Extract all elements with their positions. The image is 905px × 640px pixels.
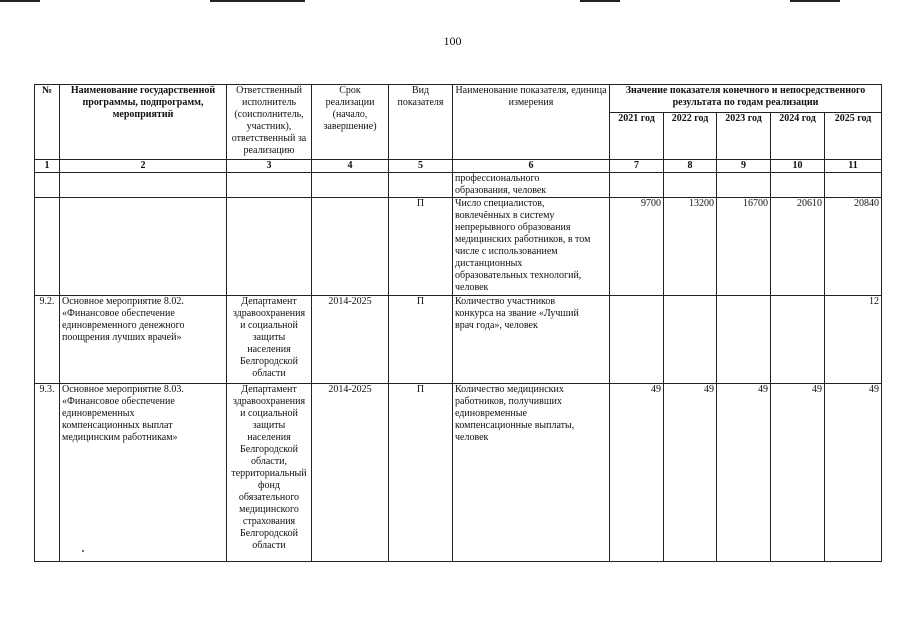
value-cell: 13200 <box>664 198 717 296</box>
column-number: 2 <box>60 160 227 173</box>
value-cell: 49 <box>825 384 882 562</box>
column-number: 8 <box>664 160 717 173</box>
header-period: Срок реализации (начало, завершение) <box>312 85 389 160</box>
row-number <box>35 173 60 198</box>
value-cell: 20840 <box>825 198 882 296</box>
scan-edge-line <box>790 0 840 2</box>
table-row <box>35 384 882 562</box>
header-year: 2021 год <box>610 113 664 160</box>
indicator-type-cell: П <box>389 384 453 562</box>
value-cell: 49 <box>717 384 771 562</box>
column-number: 3 <box>227 160 312 173</box>
header-executor: Ответственный исполнитель (соисполнитель, участник), ответственный за реализацию <box>227 85 312 160</box>
executor-cell <box>227 198 312 296</box>
header-no: № <box>35 85 60 160</box>
period-cell <box>312 173 389 198</box>
scan-edge-line <box>210 0 305 2</box>
row-number: 9.3. <box>35 384 60 562</box>
value-cell <box>717 173 771 198</box>
column-number: 10 <box>771 160 825 173</box>
header-year: 2024 год <box>771 113 825 160</box>
executor-cell <box>227 173 312 198</box>
period-cell <box>312 198 389 296</box>
scan-speck <box>82 550 84 552</box>
program-cell <box>60 173 227 198</box>
program-cell <box>60 198 227 296</box>
row-number: 9.2. <box>35 296 60 384</box>
period-cell: 2014-2025 <box>312 296 389 384</box>
program-cell: Основное мероприятие 8.03. «Финансовое обеспечение единовременных компенсационных выплат медицинским работникам» <box>60 384 227 562</box>
scan-edge-line <box>580 0 620 2</box>
header-year: 2022 год <box>664 113 717 160</box>
period-cell: 2014-2025 <box>312 384 389 562</box>
indicator-name-cell: Число специалистов, вовлечённых в систему непрерывного образования медицинских работников, в том числе с использованием дистанционных образовательных технологий, человек <box>453 198 610 296</box>
column-number: 6 <box>453 160 610 173</box>
column-number: 9 <box>717 160 771 173</box>
value-cell <box>771 296 825 384</box>
column-number: 7 <box>610 160 664 173</box>
table-row <box>35 296 882 384</box>
header-program: Наименование государственной программы, подпрограмм, мероприятий <box>60 85 227 160</box>
header-indicator-type: Вид показателя <box>389 85 453 160</box>
column-number: 5 <box>389 160 453 173</box>
executor-cell: Департамент здравоохранения и социальной защиты населения Белгородской области <box>227 296 312 384</box>
indicator-type-cell: П <box>389 198 453 296</box>
column-number: 4 <box>312 160 389 173</box>
table-row <box>35 173 882 198</box>
scan-edge-line <box>0 0 40 2</box>
indicators-table <box>34 84 882 562</box>
header-values-group: Значение показателя конечного и непосредственного результата по годам реализации <box>610 85 882 113</box>
value-cell <box>610 173 664 198</box>
value-cell <box>717 296 771 384</box>
indicator-name-cell: Количество участников конкурса на звание «Лучший врач года», человек <box>453 296 610 384</box>
executor-cell: Департамент здравоохранения и социальной защиты населения Белгородской области, территориальный фонд обязательного медицинского страхования Белгородской области <box>227 384 312 562</box>
column-number: 11 <box>825 160 882 173</box>
program-cell: Основное мероприятие 8.02. «Финансовое обеспечение единовременного денежного поощрения лучших врачей» <box>60 296 227 384</box>
value-cell: 49 <box>610 384 664 562</box>
value-cell: 49 <box>664 384 717 562</box>
header-indicator-name: Наименование показателя, единица измерения <box>453 85 610 160</box>
value-cell: 20610 <box>771 198 825 296</box>
value-cell <box>664 173 717 198</box>
header-year: 2025 год <box>825 113 882 160</box>
table-row <box>35 198 882 296</box>
column-numbers-row <box>35 160 882 173</box>
indicator-type-cell: П <box>389 296 453 384</box>
value-cell <box>771 173 825 198</box>
row-number <box>35 198 60 296</box>
value-cell: 9700 <box>610 198 664 296</box>
value-cell: 12 <box>825 296 882 384</box>
indicator-type-cell <box>389 173 453 198</box>
column-number: 1 <box>35 160 60 173</box>
indicator-name-cell: профессионального образования, человек <box>453 173 610 198</box>
value-cell <box>825 173 882 198</box>
value-cell <box>610 296 664 384</box>
indicator-name-cell: Количество медицинских работников, получивших единовременные компенсационные выплаты, человек <box>453 384 610 562</box>
page-number: 100 <box>443 34 462 48</box>
header-year: 2023 год <box>717 113 771 160</box>
value-cell: 16700 <box>717 198 771 296</box>
value-cell: 49 <box>771 384 825 562</box>
value-cell <box>664 296 717 384</box>
